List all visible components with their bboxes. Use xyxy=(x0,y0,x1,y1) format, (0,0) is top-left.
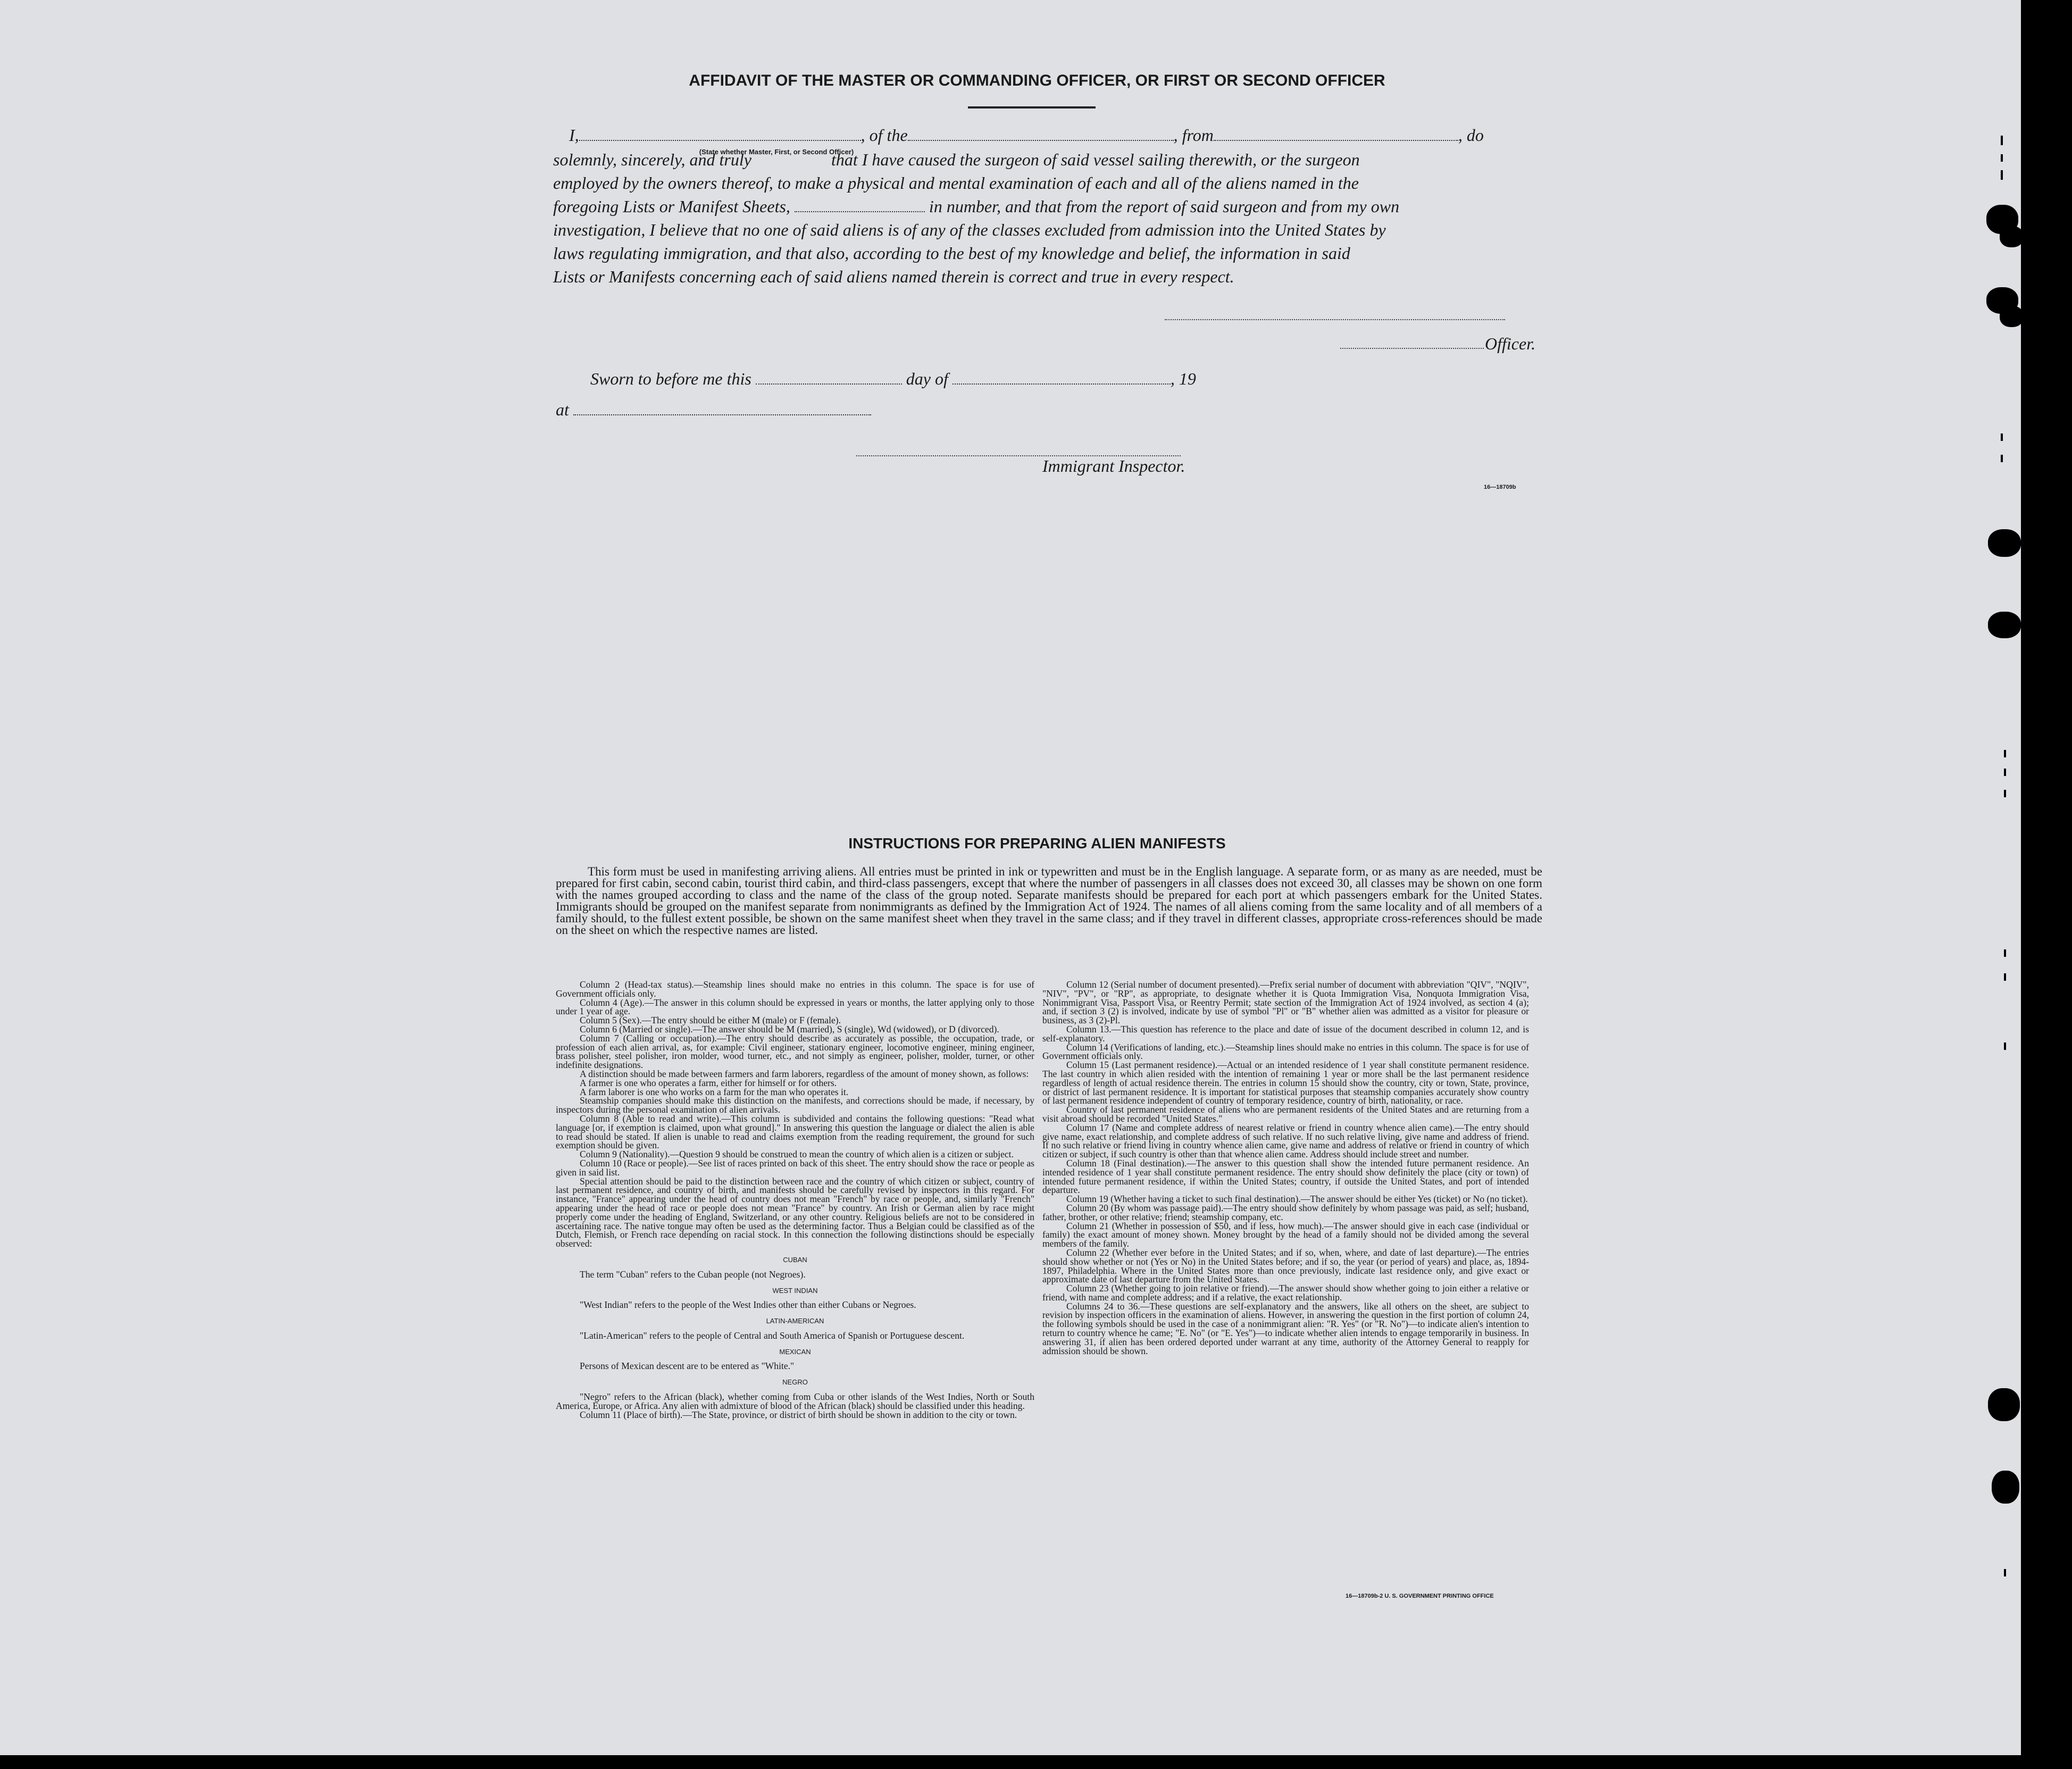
punch-hole xyxy=(1988,1388,2020,1421)
paragraph: Column 14 (Verifications of landing, etc.).—Steamship lines should make no entries in this column. The space is for use of Government officials only. xyxy=(1042,1041,1529,1062)
text-day-of: day of xyxy=(906,369,948,388)
text-at: at xyxy=(556,400,569,419)
paragraph: Special attention should be paid to the distinction between race and the country of which citizen or subject, country of last permanent residence, and country of birth, and manifests should be carefully revised by inspectors in this regard. For instance, "France" appearing under the head of country does not mean "French" by race or people, and, similarly "French" appearing under the head of race or people does not mean "France" by country. An Irish or German alien by race might properly come under the heading of England, Switzerland, or any other country. Religious beliefs are not to be considered in ascertaining race. The native tongue may often be used as the determining factor. Thus a Belgian could be classified as of the Dutch, Flemish, or French race depending on racial stock. In this connection the following distinctions should be especially observed: xyxy=(556,1175,1034,1249)
edge-mark xyxy=(2001,170,2003,180)
officer-signature-line[interactable] xyxy=(1340,347,1484,349)
negro-text: "Negro" refers to the African (black), whether coming from Cuba or other islands of the West Indies, North or South America, Europe, or Africa. Any alien with admixture of blood of the African (black) should be classified under this heading. xyxy=(556,1391,1034,1411)
text-do: , do xyxy=(1458,126,1484,145)
text-sworn: Sworn to before me this xyxy=(590,369,751,388)
latin-american-heading: LATIN-AMERICAN xyxy=(766,1317,824,1325)
edge-mark xyxy=(2001,433,2003,441)
edge-mark xyxy=(2004,1042,2006,1050)
paragraph: Column 13.—This question has reference to the place and date of issue of the document described in column 12, and is self-explanatory. xyxy=(1042,1023,1529,1044)
text-surgeon: that I have caused the surgeon of said vessel sailing therewith, or the surgeon xyxy=(831,150,1360,169)
instructions-intro: This form must be used in manifesting arriving aliens. All entries must be printed in ink or typewritten and must be in the English language. A separate form, or as many as are needed, must be prepared for first cabin, second cabin, tourist third cabin, and third-class passengers, except that where the number of passengers in all classes does not exceed 30, all classes may be shown on one form with the names grouped according to class and the name of the class of the group noted. Separate manifests should be prepared for each port at which passengers embark for the United States. Immigrants should be grouped on the manifest separate from nonimmigrants as defined by the Immigration Act of 1924. The names of all aliens coming from the same locality and of all members of a family should, to the fullest extent possible, be shown on the same manifest sheet when they travel in the same class; and if they travel in different classes, appropriate cross-references should be made on the sheet on which the respective names are listed. xyxy=(556,865,1542,937)
text-i: I, xyxy=(569,126,579,145)
punch-hole xyxy=(2000,226,2024,247)
paragraph: Column 20 (By whom was passage paid).—The entry should show definitely by whom passage was paid, as self; husband, father, brother, or other relative; friend; steamship company, etc. xyxy=(1042,1202,1529,1222)
affidavit-line-2 xyxy=(553,148,1553,171)
paragraph: Column 18 (Final destination).—The answer to this question shall show the intended future permanent residence. An intended residence of 1 year shall constitute permanent residence. The entry should show definitely the place (city or town) of intended future permanent residence, if within the United States; country, if outside the United States, and port of intended departure. xyxy=(1042,1157,1529,1196)
paragraph: Column 2 (Head-tax status).—Steamship lines should make no entries in this column. The space is for use of Government officials only. xyxy=(556,979,1034,999)
text-of-the: , of the xyxy=(860,126,908,145)
edge-mark xyxy=(2004,790,2006,797)
number-blank[interactable] xyxy=(795,197,925,212)
edge-mark xyxy=(2004,769,2006,776)
printing-office-footer: 16—18709b-2 U. S. GOVERNMENT PRINTING OFFICE xyxy=(1346,1593,1494,1599)
paragraph: Column 17 (Name and complete address of nearest relative or friend in country whence alien came).—The entry should give name, exact relationship, and complete address of such relative. If no such relative living, give name and address of friend. If no such relative or friend living in country whence alien came, give name and address of relative or friend in country of which citizen or subject, if such country is other than that whence alien came. Address should include street and number. xyxy=(1042,1122,1529,1160)
negro-heading: NEGRO xyxy=(782,1378,808,1387)
punch-hole xyxy=(1988,529,2021,557)
cuban-text: The term "Cuban" refers to the Cuban people (not Negroes). xyxy=(580,1269,806,1280)
vessel-blank[interactable] xyxy=(908,126,1174,141)
at-place-blank[interactable] xyxy=(573,400,871,415)
paragraph: Column 21 (Whether in possession of $50, and if less, how much).—The answer should give in each case (individual or family) the exact amount of money shown. Money brought by the head of a family should not be divided among the several members of the family. xyxy=(1042,1220,1529,1249)
paragraph: Steamship companies should make this distinction on the manifests, and corrections should be made, if necessary, by inspectors during the personal examination of alien arrivals. xyxy=(556,1095,1034,1115)
instructions-left-column xyxy=(556,980,1034,1419)
inspector-label: Immigrant Inspector. xyxy=(1042,456,1185,475)
paragraph: Column 5 (Sex).—The entry should be either M (male) or F (female). xyxy=(580,1015,841,1026)
paragraph: Column 6 (Married or single).—The answer should be M (married), S (single), Wd (widowed), or D (divorced). xyxy=(580,1023,999,1034)
paragraph: Column 9 (Nationality).—Question 9 should be construed to mean the country of which alien is a citizen or subject. xyxy=(580,1149,1014,1160)
text-foregoing: foregoing Lists or Manifest Sheets, xyxy=(553,197,790,216)
sworn-day-blank[interactable] xyxy=(756,370,902,385)
paragraph: Column 22 (Whether ever before in the United States; and if so, when, where, and date of last departure).—The entries should show whether or not (Yes or No) in the United States before; and if so, the year (or period of years) and place, as, 1894-1897, Philadelphia. Where in the United States more than once previously, indicate last residence only, and give exact or approximate date of last departure from the United States. xyxy=(1042,1247,1529,1285)
edge-mark xyxy=(2004,949,2006,957)
edge-mark xyxy=(2004,1569,2006,1576)
mexican-text: Persons of Mexican descent are to be entered as "White." xyxy=(580,1361,795,1372)
paragraph: Column 19 (Whether having a ticket to such final destination).—The answer should be either Yes (ticket) or No (no ticket). xyxy=(1066,1194,1528,1205)
cuban-heading: CUBAN xyxy=(783,1255,807,1264)
mexican-heading: MEXICAN xyxy=(779,1347,811,1356)
text-19: , 19 xyxy=(1170,369,1196,388)
paragraph: Column 12 (Serial number of document presented).—Prefix serial number of document with abbreviation "QIV", "NQIV", "NIV", "PV", or "RP", as appropriate, to designate whether it is Quota Immigration Visa, Nonquota Immigration Visa, Nonimmigrant Visa, Passport Visa, or Reentry Permit; state section of the Immigration Act of 1924 involved, as section 4 (a); and, if section 3 (2) is involved, indicate by use of symbol "Pl" or "B" whether alien was admitted as a visitor for pleasure or business, as 3 (2)-Pl. xyxy=(1042,979,1529,1026)
rank-blank[interactable] xyxy=(579,126,861,141)
edge-mark xyxy=(2001,154,2003,162)
officer-label: Officer. xyxy=(1485,334,1536,353)
text-from: , from xyxy=(1173,126,1214,145)
paragraph: A farmer is one who operates a farm, either for himself or for others. xyxy=(580,1077,837,1088)
paragraph: Column 10 (Race or people).—See list of races printed on back of this sheet. The entry should show the race or people as given in said list. xyxy=(556,1157,1034,1178)
form-number: 16—18709b xyxy=(1484,484,1516,490)
sworn-month-blank[interactable] xyxy=(953,370,1171,385)
affidavit-line-7: Lists or Manifests concerning each of said aliens named therein is correct and true in every respect. xyxy=(553,267,1234,286)
column-11-text: Column 11 (Place of birth).—The State, province, or district of birth should be shown in addition to the city or town. xyxy=(580,1409,1017,1420)
paragraph: Columns 24 to 36.—These questions are self-explanatory and the answers, like all others on the sheet, are subject to revision by inspection officers in the examination of aliens. However, in answering the question in the first portion of column 24, the following symbols should be used in the case of a nonimmigrant alien: "R. Yes" (or "R. No")—to indicate alien's intention to return to country whence he came; "E. No" (or "E. Yes")—to indicate whether alien intends to engage temporarily in business. In answering 31, if alien has been ordered deported under warrant at any time, authority of the Attorney General to reapply for admission should be shown. xyxy=(1042,1300,1529,1356)
punch-hole xyxy=(1992,1471,2019,1504)
text-in-number: in number, and that from the report of said surgeon and from my own xyxy=(929,197,1400,216)
title-rule xyxy=(968,106,1096,109)
at-line xyxy=(556,398,928,421)
sworn-line xyxy=(590,367,1335,390)
affidavit-line-4 xyxy=(553,195,1553,218)
affidavit-line-1 xyxy=(553,123,1553,147)
paragraph: A farm laborer is one who works on a farm for the man who operates it. xyxy=(580,1086,849,1097)
instructions-title: INSTRUCTIONS FOR PREPARING ALIEN MANIFESTS xyxy=(848,835,1226,852)
punch-hole xyxy=(2000,306,2024,327)
affidavit-line-6: laws regulating immigration, and that also, according to the best of my knowledge and belief, the information in said xyxy=(553,244,1350,263)
punch-hole xyxy=(1988,612,2021,638)
affidavit-title: AFFIDAVIT OF THE MASTER OR COMMANDING OFFICER, OR FIRST OR SECOND OFFICER xyxy=(689,72,1385,89)
affidavit-line-3: employed by the owners thereof, to make a physical and mental examination of each and all of the aliens named in the xyxy=(553,173,1359,193)
paragraph: Column 23 (Whether going to join relative or friend).—The answer should show whether going to join either a relative or friend, with name and complete address; and if a relative, the exact relationship. xyxy=(1042,1283,1529,1303)
instructions-right-column xyxy=(1042,980,1529,1355)
edge-mark xyxy=(2001,136,2003,145)
signature-line[interactable] xyxy=(1165,318,1505,320)
latin-american-text: "Latin-American" refers to the people of Central and South America of Spanish or Portuguese descent. xyxy=(580,1330,965,1341)
west-indian-text: "West Indian" refers to the people of the West Indies other than either Cubans or Negroes. xyxy=(580,1299,916,1311)
paragraph: Column 7 (Calling or occupation).—The entry should describe as accurately as possible, the occupation, trade, or profession of each alien arrival, as, for example: Civil engineer, stationary engineer, locomotive engineer, mining engineer, brass polisher, steel polisher, iron molder, wood turner, etc., and not simply as engineer, polisher, molder, turner, or other indefinite designations. xyxy=(556,1032,1034,1071)
paragraph: Column 15 (Last permanent residence).—Actual or an intended residence of 1 year shall constitute permanent residence. The last country in which alien resided with the intention of remaining 1 year or more shall be the last permanent residence regardless of length of actual residence therein. The entries in column 15 should show the country, city or town, State, province, or district of last permanent residence. It is important for statistical purposes that steamship companies accurately show country of last permanent residence independent of country of temporary residence, country of birth, nationality, or race. xyxy=(1042,1059,1529,1106)
paragraph: Country of last permanent residence of aliens who are permanent residents of the United States and are returning from a visit abroad should be recorded "United States." xyxy=(1042,1104,1529,1124)
affidavit-line-5: investigation, I believe that no one of said aliens is of any of the classes excluded from admission into the United States by xyxy=(553,220,1386,239)
paragraph: A distinction should be made between farmers and farm laborers, regardless of the amount of money shown, as follows: xyxy=(580,1068,1029,1079)
paragraph: Column 4 (Age).—The answer in this column should be expressed in years or months, the latter applying only to those under 1 year of age. xyxy=(556,997,1034,1017)
paragraph: Column 8 (Able to read and write).—This column is subdivided and contains the following questions: "Read what language [or, if exemption is claimed, upon what ground]." In answering this question the language or dialect the alien is able to read should be stated. If alien is unable to read and claims exemption from the reading requirement, the ground for such exemption should be given. xyxy=(556,1113,1034,1151)
state-note: (State whether Master, First, or Second Officer) xyxy=(699,148,854,156)
port-blank[interactable] xyxy=(1214,126,1458,141)
edge-mark xyxy=(2004,973,2006,981)
west-indian-heading: WEST INDIAN xyxy=(772,1286,818,1295)
edge-mark xyxy=(2004,750,2006,757)
edge-mark xyxy=(2001,455,2003,462)
text-solemnly: solemnly, sincerely, and truly xyxy=(553,150,751,169)
